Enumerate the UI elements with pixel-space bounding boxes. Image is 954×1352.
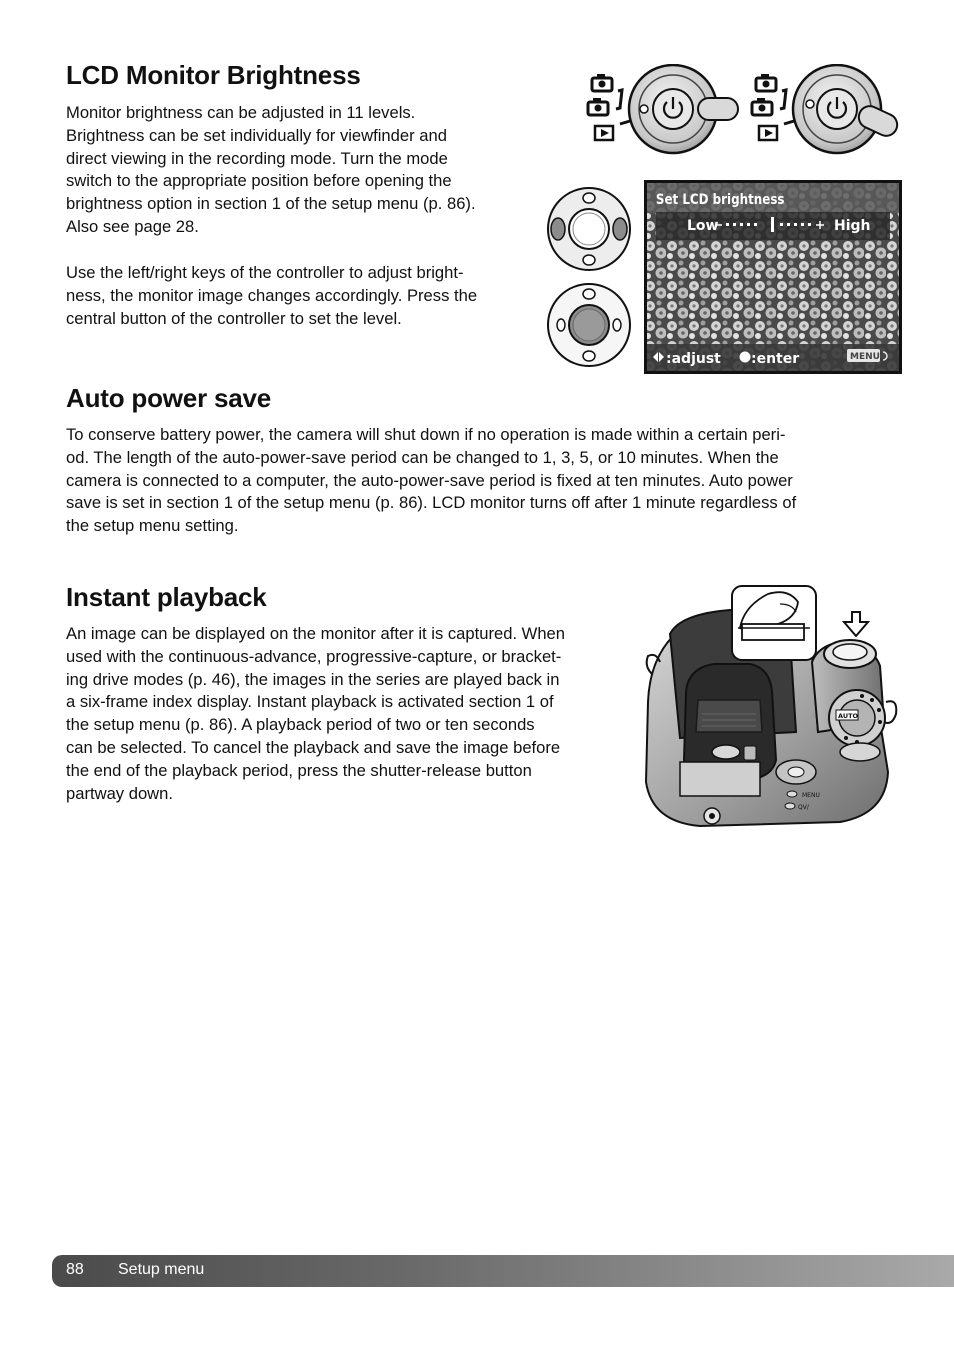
text-line: To conserve battery power, the camera will shut down if no operation is made within a certain peri- [66, 425, 786, 444]
lcd-monitor [680, 762, 760, 796]
menu-label: MENU [850, 352, 880, 362]
instant-playback-heading: Instant playback [66, 582, 267, 612]
lcd-brightness-screen [644, 180, 902, 374]
auto-power-save-heading: Auto power save [66, 383, 272, 413]
text-line: direct viewing in the recording mode. Turn the mode [66, 148, 448, 168]
lcd-brightness-paragraph-2 [66, 262, 477, 330]
brightness-low-label: Low [687, 218, 719, 234]
text-line: Also see page 28. [66, 216, 199, 236]
menu-button-label: MENU [802, 792, 820, 799]
text-line: the end of the playback period, press the shutter-release button [66, 760, 532, 780]
qv-button-label: QV/ [798, 804, 809, 811]
playback-icon [759, 126, 777, 140]
zoom-lever [840, 743, 880, 761]
camera-icon [756, 74, 776, 91]
text-line: An image can be displayed on the monitor after it is captured. When [66, 624, 566, 643]
auto-mode-label: AUTO [838, 712, 859, 720]
controller-illustration [546, 184, 632, 370]
text-line: central button of the controller to set the level. [66, 308, 402, 328]
text-line: switch to the appropriate position before opening the [66, 171, 452, 191]
mode-switch-right [752, 65, 900, 153]
instant-playback-paragraph [66, 623, 565, 805]
text-line: a six-frame index display. Instant playback is activated section 1 of [66, 692, 554, 712]
text-line: the setup menu setting. [66, 516, 239, 536]
lcd-brightness-heading: LCD Monitor Brightness [66, 60, 361, 90]
text-line: brightness option in section 1 of the setup menu (p. 86). [66, 194, 476, 214]
text-line: od. The length of the auto-power-save period can be changed to 1, 3, 5, or 10 minutes. When the [66, 447, 779, 467]
controller-center-button [548, 284, 630, 366]
lcd-screen-title: Set LCD brightness [655, 192, 785, 209]
mode-switch-illustration [584, 64, 900, 160]
page-number: 88 [66, 1261, 84, 1278]
text-line: can be selected. To cancel the playback and save the image before [66, 737, 561, 757]
lcd-brightness-paragraph-1 [66, 102, 476, 239]
press-arrow-icon [844, 612, 868, 636]
brightness-high-label: High [834, 218, 871, 234]
camera-icon [588, 98, 608, 115]
auto-power-save-paragraph [66, 424, 796, 538]
text-line: partway down. [66, 783, 173, 803]
text-line: the setup menu (p. 86). A playback period of two or ten seconds [66, 715, 535, 735]
mode-dial [829, 690, 885, 746]
page-footer [52, 1255, 954, 1287]
text-line: ness, the monitor image changes accordingly. Press the [66, 285, 478, 305]
adjust-label: :adjust [666, 351, 721, 367]
camera-icon [592, 74, 612, 91]
text-line: save is set in section 1 of the setup menu (p. 86). LCD monitor turns off after 1 minute regardless of [66, 493, 797, 513]
center-button-icon [740, 352, 751, 363]
text-line: Use the left/right keys of the controller to adjust bright- [66, 263, 464, 282]
text-line: ing drive modes (p. 46), the images in the series are played back in [66, 669, 560, 689]
text-line: camera is connected to a computer, the auto-power-save period is fixed at ten minutes. Auto power [66, 470, 793, 490]
text-line: Monitor brightness can be adjusted in 11 levels. [66, 103, 416, 122]
controller-left-right-keys [548, 188, 630, 270]
text-line: Brightness can be set individually for viewfinder and [66, 125, 447, 145]
mode-switch-left [588, 65, 738, 153]
camera-shutter-illustration [640, 582, 902, 830]
camera-icon [752, 98, 772, 115]
enter-label: :enter [751, 351, 800, 367]
playback-icon [595, 126, 613, 140]
section-name: Setup menu [118, 1261, 205, 1278]
text-line: used with the continuous-advance, progressive-capture, or bracket- [66, 646, 562, 666]
